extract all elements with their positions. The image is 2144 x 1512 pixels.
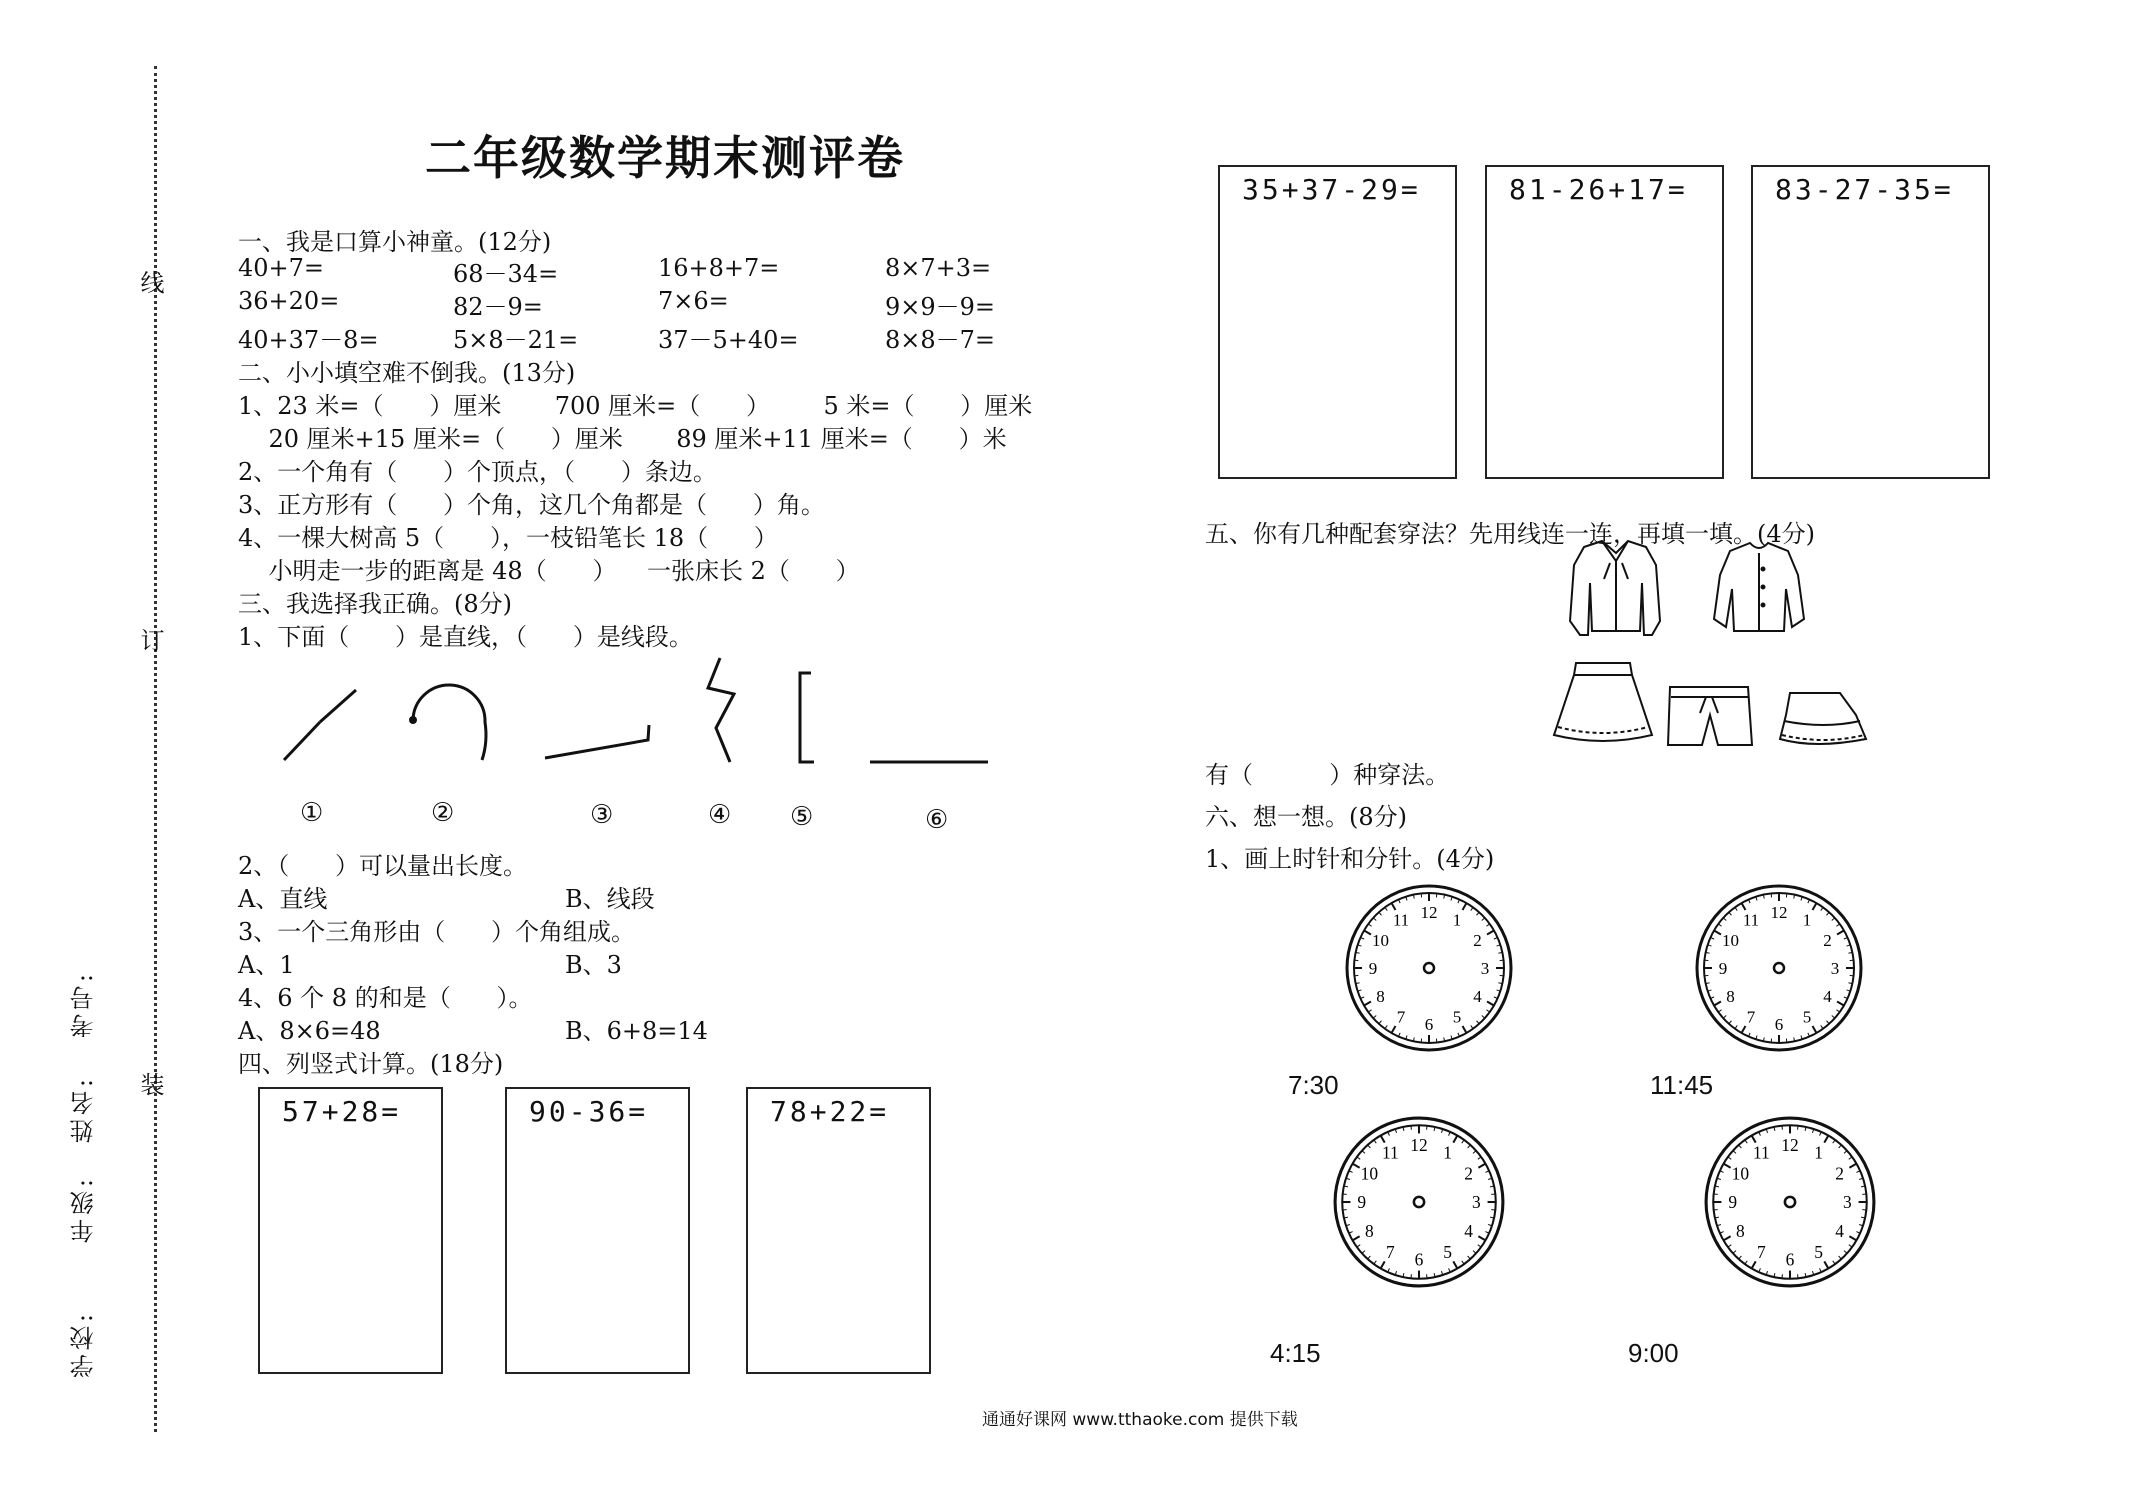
clock-number: 8 [1365,1220,1374,1241]
clock-number: 1 [1452,910,1462,930]
mental-math-item: 5×8－21= [453,326,579,354]
clock-tick [1733,1151,1736,1154]
mental-math-item: 7×6= [658,287,729,315]
clock-tick [1827,1021,1830,1024]
clock-tick [1833,1140,1835,1143]
page-title: 二年级数学期末测评卷 [425,131,905,185]
clock-tick [1468,1256,1471,1259]
clock-tick [1392,903,1396,910]
clock-number: 6 [1785,1249,1795,1270]
figure-1-segment [284,722,320,760]
fill-blank-line: 1、23 米=（ ）厘米 700 厘米=（ ） 5 米=（ ）厘米 [238,392,1033,420]
mental-math-item: 68－34= [453,260,559,288]
clock-tick [1837,1002,1844,1006]
clock-center [1424,963,1434,973]
mental-math-item: 40+7= [238,254,325,282]
clock-tick [1745,1261,1747,1264]
clock-number: 3 [1830,959,1840,978]
clock-tick [1373,1016,1376,1019]
clock-tick [1718,1010,1721,1012]
clock-tick [1735,1025,1737,1028]
skirt-icon [1780,693,1866,744]
margin-field-grade: 年级: [70,1175,98,1244]
clock-number: 11 [1752,1142,1770,1163]
clock-number: 4 [1464,1220,1473,1241]
clock-tick [1486,924,1489,926]
clock-tick [1821,907,1823,910]
clock-tick [1362,1251,1365,1254]
figure-label: ⑤ [790,802,814,832]
figure-label: ⑥ [925,805,949,835]
clock-number: 6 [1774,1015,1784,1034]
fill-blank-line: 小明走一步的距离是 48（ ） 一张床长 2（ ） [238,557,860,585]
clock-number: 9 [1718,959,1728,978]
clock-face[interactable] [1344,883,1514,1053]
clock-tick [1833,1261,1835,1264]
choice-question-4: 4、6 个 8 的和是（ ）。 [238,984,533,1012]
clock-tick [1357,1245,1360,1247]
clock-number: 4 [1823,987,1832,1006]
clock-tick [1478,1164,1485,1168]
section3-heading: 三、我选择我正确。(8分) [238,590,512,618]
clock-tick [1723,1016,1726,1019]
clock-tick [1729,1021,1732,1024]
clock-tick [1364,931,1371,935]
clock-center [1414,1197,1424,1207]
vertical-calc-box[interactable] [505,1087,690,1374]
clock-tick [1824,1136,1828,1143]
clock-tick [1478,1157,1481,1159]
clock-number: 10 [1722,931,1740,950]
clock-tick [1453,1136,1457,1143]
calc-problem: 57+28= [282,1095,402,1128]
outfit-count-answer: 有（ ）种穿法。 [1205,761,1450,789]
clock-tick [1353,1164,1360,1168]
clock-tick [1478,1245,1481,1247]
choice-question-3: 3、一个三角形由（ ）个角组成。 [238,918,636,946]
clock-tick [1836,924,1839,926]
figure-2-ray-arc [413,685,486,760]
section2-heading: 二、小小填空难不倒我。(13分) [238,359,576,387]
margin-field-name: 姓名: [70,1075,98,1144]
clock-number: 12 [1410,1134,1428,1155]
choice-option-a: A、8×6=48 [238,1017,381,1045]
clock-tick [1745,1140,1747,1143]
clock-center [1774,963,1784,973]
mental-math-item: 82－9= [453,293,543,321]
clock-tick [1463,903,1467,910]
clock-tick [1837,931,1844,935]
clock-number: 6 [1414,1249,1424,1270]
clock-tick [1735,907,1737,910]
clock-tick [1836,1010,1839,1012]
clock-tick [1714,1002,1721,1006]
clock-number: 1 [1814,1142,1824,1163]
section6-heading: 六、想一想。(8分) [1205,803,1407,831]
clock-tick [1714,931,1721,935]
clock-number: 6 [1424,1015,1434,1034]
binding-char-xian: 线 [136,270,164,294]
clock-number: 9 [1368,959,1378,978]
clock-tick [1742,1026,1746,1033]
figure-4-zigzag [708,658,734,762]
binding-char-ding: 订 [136,628,164,652]
clock-face[interactable] [1703,1115,1877,1289]
clock-number: 10 [1372,931,1390,950]
clock-tick [1353,1236,1360,1240]
calc-problem: 81-26+17= [1509,173,1688,206]
clock-face[interactable] [1332,1115,1506,1289]
clothing-pictures [1540,535,1880,760]
clock-number: 2 [1473,931,1482,950]
clock-tick [1379,912,1382,915]
section1-heading: 一、我是口算小神童。(12分) [238,228,552,256]
clock-number: 2 [1464,1163,1473,1184]
clock-tick [1379,1021,1382,1024]
mental-math-item: 8×8－7= [885,326,996,354]
clock-tick [1849,1245,1852,1247]
fill-blank-line: 3、正方形有（ ）个角，这几个角都是（ ）角。 [238,491,825,519]
choice-option-b: B、6+8=14 [565,1017,708,1045]
mental-math-item: 8×7+3= [885,254,992,282]
clock-tick [1739,1145,1742,1148]
mental-math-item: 9×9－9= [885,293,996,321]
clock-time-label: 9:00 [1628,1338,1679,1368]
clock-number: 4 [1473,987,1482,1006]
blouse-icon [1570,541,1660,635]
clock-tick [1487,931,1494,935]
clock-number: 5 [1802,1007,1812,1027]
mental-math-item: 37－5+40= [658,326,799,354]
clock-tick [1364,1002,1371,1006]
clock-time-label: 11:45 [1650,1070,1714,1100]
clock-tick [1728,1157,1731,1159]
vertical-calc-box[interactable] [1751,165,1990,479]
clock-tick [1471,1025,1473,1028]
figure-1-segment-part [320,690,356,722]
clock-tick [1824,1261,1828,1268]
clock-time-label: 4:15 [1270,1338,1321,1368]
figure-5-bracket [800,673,814,762]
clock-tick [1368,1256,1371,1259]
clock-number: 1 [1443,1142,1453,1163]
clock-tick [1844,1251,1847,1254]
clock-number: 7 [1385,1241,1395,1262]
clock-tick [1477,912,1480,915]
clock-time-label: 7:30 [1288,1070,1339,1100]
skirt-icon [1554,663,1652,741]
clock-tick [1752,1261,1756,1268]
clock-tick [1374,1140,1376,1143]
clock-tick [1733,1251,1736,1254]
clock-tick [1723,918,1726,921]
fill-blank-line: 2、一个角有（ ）个顶点，（ ）条边。 [238,458,717,486]
clock-number: 8 [1736,1220,1745,1241]
clock-number: 7 [1396,1007,1406,1027]
clock-tick [1832,918,1835,921]
calc-problem: 35+37-29= [1242,173,1421,206]
choice-question-2: 2、（ ）可以量出长度。 [238,852,528,880]
choice-option-a: A、直线 [238,885,328,913]
mental-math-item: 36+20= [238,287,340,315]
clock-tick [1478,1236,1485,1240]
clock-face[interactable] [1694,883,1864,1053]
clock-tick [1482,1016,1485,1019]
vertical-calc-box[interactable] [746,1087,931,1374]
calc-problem: 78+22= [770,1095,890,1128]
section4-heading: 四、列竖式计算。(18分) [238,1050,504,1078]
clock-tick [1381,1261,1385,1268]
clock-tick [1832,1016,1835,1019]
clock-tick [1471,907,1473,910]
figure-label: ③ [590,800,614,830]
footer-source: 通通好课网 www.tthaoke.com 提供下载 [982,1410,1298,1430]
shorts-icon [1668,687,1752,745]
clock-tick [1368,1010,1371,1012]
clock-number: 5 [1443,1241,1453,1262]
clock-tick [1827,912,1830,915]
clock-tick [1729,912,1732,915]
clock-number: 4 [1835,1220,1844,1241]
clock-tick [1462,1140,1464,1143]
clock-tick [1718,924,1721,926]
clock-tick [1821,1025,1823,1028]
choice-question-1: 1、下面（ ）是直线，（ ）是线段。 [238,623,693,651]
clock-number: 11 [1742,910,1760,930]
figure-label: ④ [708,800,732,830]
clock-number: 2 [1823,931,1832,950]
clock-tick [1453,1261,1457,1268]
figure-3-polyline [545,725,649,758]
clock-number: 10 [1360,1163,1379,1184]
clock-tick [1368,1145,1371,1148]
vertical-calc-box[interactable] [1218,165,1457,479]
clock-tick [1839,1256,1842,1259]
clock-number: 3 [1471,1192,1481,1213]
clock-number: 7 [1746,1007,1756,1027]
figure-label: ② [431,798,455,828]
clock-number: 3 [1842,1192,1852,1213]
clock-tick [1463,1026,1467,1033]
clock-number: 9 [1728,1192,1738,1213]
clock-tick [1357,1157,1360,1159]
clock-tick [1368,924,1371,926]
calc-problem: 83-27-35= [1775,173,1954,206]
mental-math-item: 40+37－8= [238,326,379,354]
clock-tick [1482,918,1485,921]
clock-tick [1473,1251,1476,1254]
draw-hands-question: 1、画上时针和分针。(4分) [1205,845,1495,873]
clock-tick [1462,1261,1464,1264]
clock-number: 7 [1756,1241,1766,1262]
figure-label: ① [300,798,324,828]
vertical-calc-box[interactable] [258,1087,443,1374]
clock-number: 11 [1392,910,1410,930]
clock-tick [1742,903,1746,910]
clock-number: 10 [1731,1163,1750,1184]
clock-tick [1487,1002,1494,1006]
fill-blank-line: 20 厘米+15 厘米=（ ）厘米 89 厘米+11 厘米=（ ）米 [238,425,1007,453]
clock-number: 11 [1381,1142,1399,1163]
clock-tick [1724,1164,1731,1168]
clock-number: 12 [1781,1134,1799,1155]
clock-tick [1468,1145,1471,1148]
clock-number: 2 [1835,1163,1844,1184]
clock-tick [1728,1245,1731,1247]
clock-tick [1477,1021,1480,1024]
clock-number: 5 [1452,1007,1462,1027]
clock-number: 8 [1726,987,1735,1006]
choice-option-b: B、线段 [565,885,655,913]
calc-problem: 90-36= [529,1095,649,1128]
clock-tick [1849,1157,1852,1159]
clock-number: 3 [1480,959,1490,978]
vertical-calc-box[interactable] [1485,165,1724,479]
clock-number: 12 [1770,903,1788,922]
clock-tick [1739,1256,1742,1259]
clock-tick [1813,903,1817,910]
clock-tick [1373,918,1376,921]
clock-tick [1849,1164,1856,1168]
binding-char-zhuang: 装 [136,1072,164,1096]
margin-field-school: 学校: [70,1310,98,1379]
margin-field-exam-number: 考号: [70,970,98,1039]
clock-tick [1849,1236,1856,1240]
choice-option-b: B、3 [565,951,622,979]
choice-option-a: A、1 [238,951,295,979]
clock-tick [1839,1145,1842,1148]
clock-tick [1724,1236,1731,1240]
clock-number: 5 [1814,1241,1824,1262]
section5-heading: 五、你有几种配套穿法？先用线连一连，再填一填。(4分) [1205,520,1815,548]
clock-tick [1486,1010,1489,1012]
clock-center [1785,1197,1795,1207]
clock-tick [1362,1151,1365,1154]
clock-tick [1374,1261,1376,1264]
line-figures [260,650,1000,770]
clock-tick [1844,1151,1847,1154]
clock-tick [1385,1025,1387,1028]
clock-number: 9 [1357,1192,1367,1213]
clock-tick [1473,1151,1476,1154]
clock-tick [1385,907,1387,910]
clock-number: 1 [1802,910,1812,930]
clock-number: 8 [1376,987,1385,1006]
mental-math-item: 16+8+7= [658,254,780,282]
clock-number: 12 [1420,903,1438,922]
shirt-icon [1714,543,1804,631]
clock-tick [1392,1026,1396,1033]
clock-tick [1813,1026,1817,1033]
fill-blank-line: 4、一棵大树高 5（ ），一枝铅笔长 18（ ） [238,524,778,552]
